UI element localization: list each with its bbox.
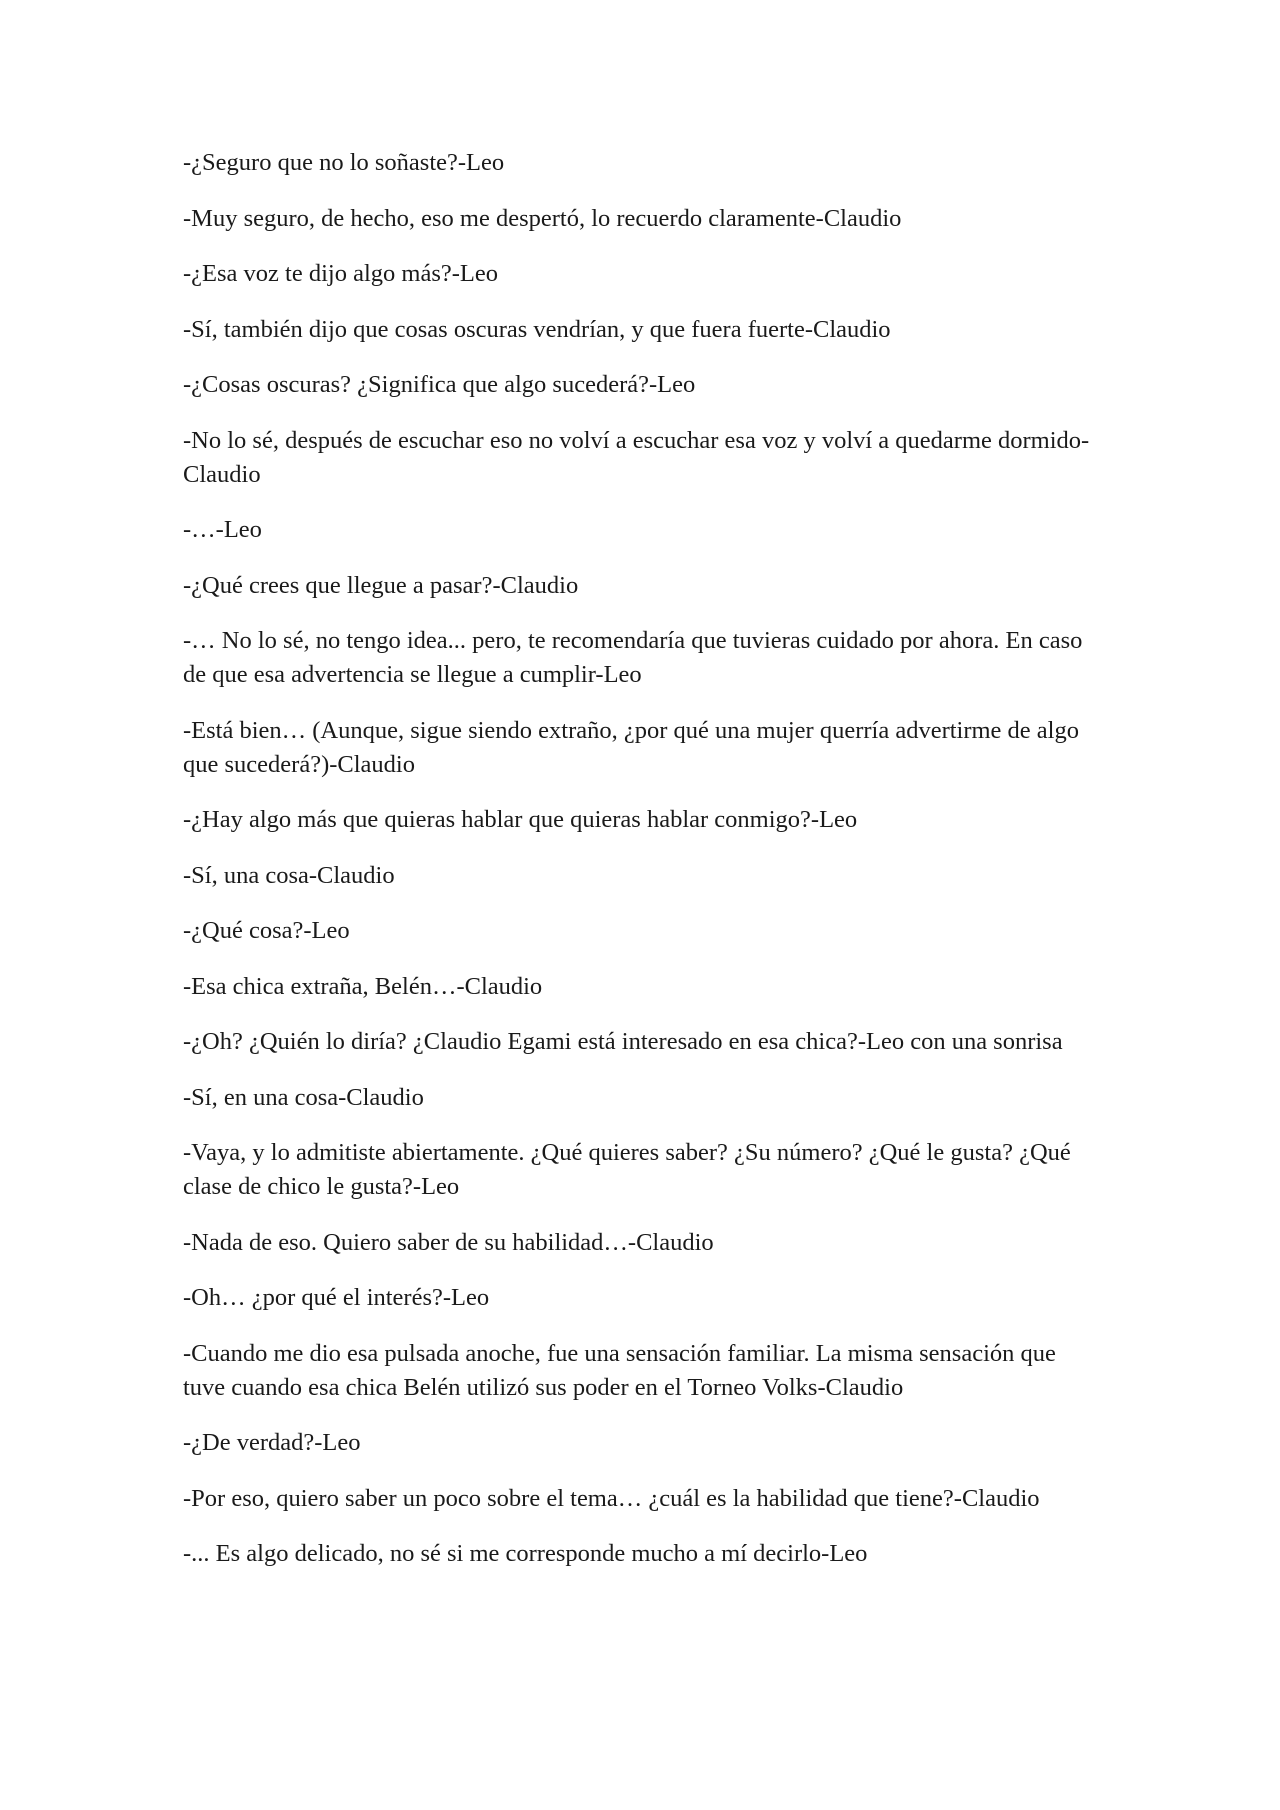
dialogue-line: -¿Seguro que no lo soñaste?-Leo [183,149,505,176]
dialogue-line: -Nada de eso. Quiero saber de su habilidad…-Claudio [183,1228,714,1256]
dialogue-line: -Sí, también dijo que cosas oscuras vendrían, y que fuera fuerte-Claudio [183,315,891,343]
dialogue-line: -¿Qué cosa?-Leo [183,917,350,944]
dialogue-line: -Por eso, quiero saber un poco sobre el tema… ¿cuál es la habilidad que tiene?-Claudio [183,1484,1040,1512]
dialogue-line: -¿De verdad?-Leo [183,1429,361,1456]
dialogue-line: -Sí, en una cosa-Claudio [183,1083,424,1111]
dialogue-line: -... Es algo delicado, no sé si me corresponde mucho a mí decirlo-Leo [183,1540,868,1567]
dialogue-line: -No lo sé, después de escuchar eso no volví a escuchar esa voz y volví a quedarme dormido-Claudio [183,426,1090,488]
dialogue-line: -¿Hay algo más que quieras hablar que quieras hablar conmigo?-Leo [183,806,858,833]
dialogue-line: -Muy seguro, de hecho, eso me despertó, lo recuerdo claramente-Claudio [183,204,902,232]
dialogue-line: -¿Cosas oscuras? ¿Significa que algo sucederá?-Leo [183,371,696,398]
dialogue-line: -¿Qué crees que llegue a pasar?-Claudio [183,571,579,599]
dialogue-line: -¿Oh? ¿Quién lo diría? ¿Claudio Egami está interesado en esa chica?-Leo con una sonrisa [183,1028,1063,1055]
dialogue-line: -Sí, una cosa-Claudio [183,861,395,889]
dialogue-line: -Oh… ¿por qué el interés?-Leo [183,1284,490,1311]
dialogue-line: -Está bien… (Aunque, sigue siendo extraño, ¿por qué una mujer querría advertirme de algo que sucederá?)-Claudio [183,716,1079,778]
dialogue-line: -¿Esa voz te dijo algo más?-Leo [183,260,498,287]
dialogue-line: -…-Leo [183,516,262,543]
dialogue-line: -Cuando me dio esa pulsada anoche, fue una sensación familiar. La misma sensación que tuve cuando esa chica Belén utilizó sus poder en el Torneo Volks-Claudio [183,1339,1056,1401]
dialogue-text [183,146,1095,1593]
dialogue-line: -Esa chica extraña, Belén…-Claudio [183,972,543,1000]
dialogue-line: -… No lo sé, no tengo idea... pero, te recomendaría que tuvieras cuidado por ahora. En caso de que esa advertencia se llegue a cumplir-Leo [183,627,1083,688]
dialogue-line: -Vaya, y lo admitiste abiertamente. ¿Qué quieres saber? ¿Su número? ¿Qué le gusta? ¿Qué clase de chico le gusta?-Leo [183,1139,1071,1200]
